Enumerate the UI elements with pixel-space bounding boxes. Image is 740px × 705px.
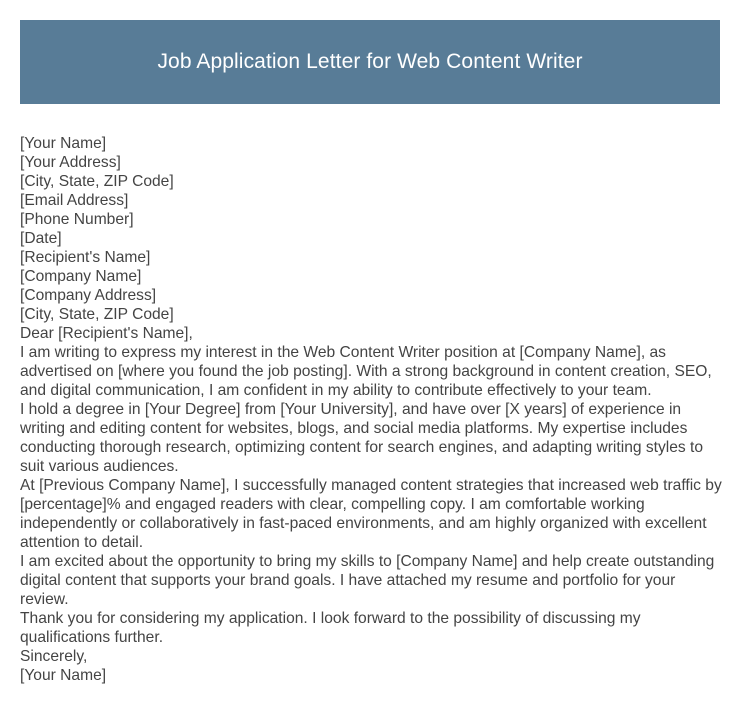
company-city: [City, State, ZIP Code] <box>20 306 174 323</box>
letter-date: [Date] <box>20 230 62 247</box>
sender-email: [Email Address] <box>20 192 129 209</box>
title-banner <box>20 20 720 104</box>
paragraph-motivation: I am excited about the opportunity to bring my skills to [Company Name] and help create outstanding digital content that supports your brand goals. I have attached my resume and portfolio for your review. <box>20 553 715 608</box>
sender-city: [City, State, ZIP Code] <box>20 173 174 190</box>
sender-address: [Your Address] <box>20 154 121 171</box>
paragraph-experience: At [Previous Company Name], I successfully managed content strategies that increased web traffic by [percentage]% and engaged readers with clear, compelling copy. I am comfortable working independently or collaboratively in fast-paced environments, and am highly organized with excellent attention to detail. <box>20 477 722 551</box>
sender-name: [Your Name] <box>20 135 107 152</box>
paragraph-thanks: Thank you for considering my application. I look forward to the possibility of discussing my qualifications further. <box>20 610 641 646</box>
recipient-name: [Recipient's Name] <box>20 249 151 266</box>
paragraph-intro: I am writing to express my interest in the Web Content Writer position at [Company Name], as advertised on [where you found the job posting]. With a strong background in content creation, SEO, and digital communication, I am confident in my ability to contribute effectively to your team. <box>20 344 712 399</box>
letter-body <box>20 134 725 685</box>
closing: Sincerely, <box>20 648 88 665</box>
paragraph-education: I hold a degree in [Your Degree] from [Your University], and have over [X years] of experience in writing and editing content for websites, blogs, and social media platforms. My expertise includes conducting thorough research, optimizing content for search engines, and adapting writing styles to suit various audiences. <box>20 401 704 475</box>
company-name: [Company Name] <box>20 268 142 285</box>
sender-phone: [Phone Number] <box>20 211 134 228</box>
signature-name: [Your Name] <box>20 667 107 684</box>
salutation: Dear [Recipient's Name], <box>20 325 193 342</box>
page-title: Job Application Letter for Web Content Writer <box>157 50 583 73</box>
company-address: [Company Address] <box>20 287 157 304</box>
